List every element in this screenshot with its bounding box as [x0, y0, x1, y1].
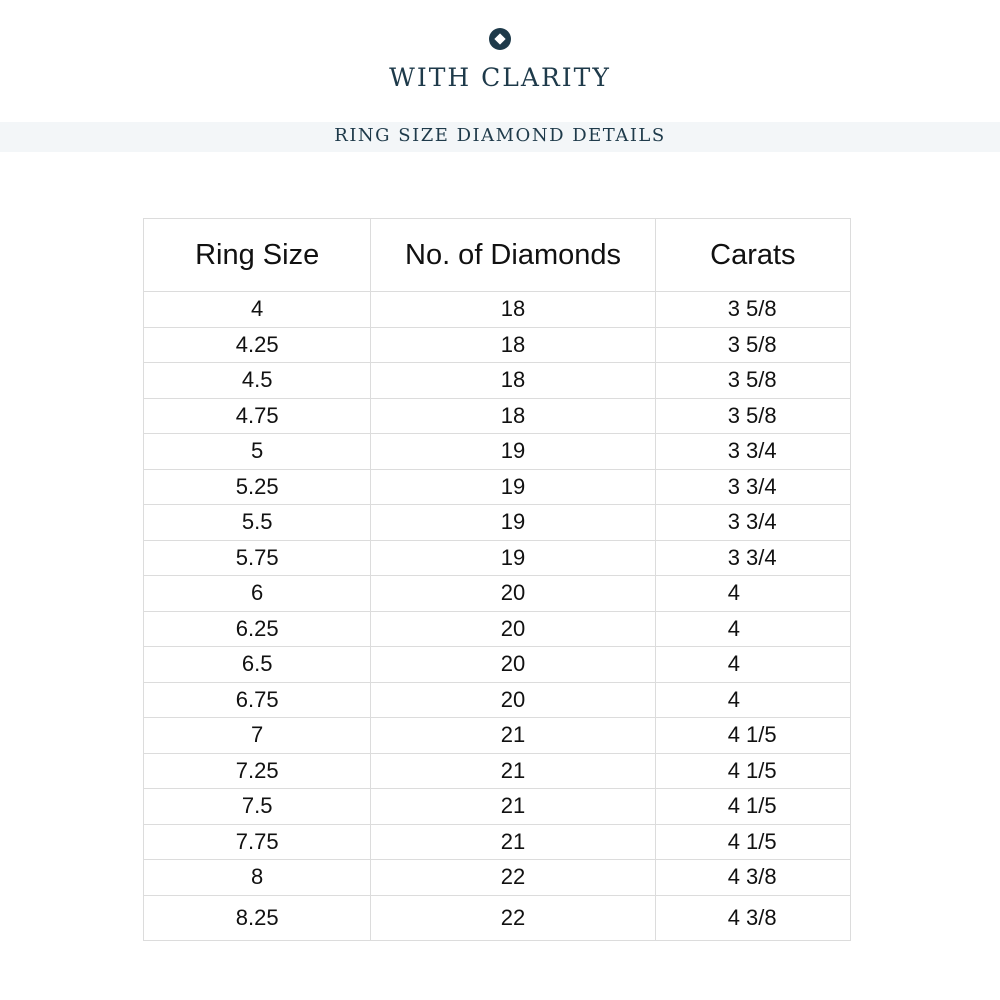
cell-no-of-diamonds: 22	[371, 895, 655, 940]
cell-carats: 3 3/4	[655, 469, 850, 505]
cell-no-of-diamonds: 22	[371, 860, 655, 896]
cell-carats: 4	[655, 647, 850, 683]
cell-ring-size: 7.75	[144, 824, 371, 860]
brand-logo-icon	[489, 28, 511, 50]
cell-no-of-diamonds: 21	[371, 718, 655, 754]
cell-ring-size: 4.5	[144, 363, 371, 399]
cell-carats: 3 5/8	[655, 292, 850, 328]
table-row	[144, 398, 851, 434]
table-row	[144, 753, 851, 789]
cell-ring-size: 6.5	[144, 647, 371, 683]
ring-size-table	[143, 218, 851, 941]
cell-no-of-diamonds: 19	[371, 505, 655, 541]
table-row	[144, 292, 851, 328]
table-row	[144, 718, 851, 754]
cell-ring-size: 5.5	[144, 505, 371, 541]
cell-carats: 4 3/8	[655, 860, 850, 896]
cell-carats: 4 1/5	[655, 824, 850, 860]
table-row	[144, 540, 851, 576]
header-ring-size: Ring Size	[144, 219, 371, 292]
cell-ring-size: 5.75	[144, 540, 371, 576]
cell-no-of-diamonds: 19	[371, 434, 655, 470]
header-carats: Carats	[655, 219, 850, 292]
cell-carats: 3 3/4	[655, 434, 850, 470]
cell-ring-size: 6.25	[144, 611, 371, 647]
cell-ring-size: 5	[144, 434, 371, 470]
cell-no-of-diamonds: 21	[371, 824, 655, 860]
cell-no-of-diamonds: 21	[371, 753, 655, 789]
table-body	[144, 292, 851, 941]
cell-carats: 4	[655, 576, 850, 612]
cell-carats: 4	[655, 682, 850, 718]
table-header-row	[144, 219, 851, 292]
cell-ring-size: 8.25	[144, 895, 371, 940]
cell-ring-size: 5.25	[144, 469, 371, 505]
table-row	[144, 469, 851, 505]
table-row	[144, 860, 851, 896]
cell-carats: 3 3/4	[655, 505, 850, 541]
cell-ring-size: 7.5	[144, 789, 371, 825]
cell-no-of-diamonds: 18	[371, 292, 655, 328]
cell-ring-size: 7	[144, 718, 371, 754]
cell-carats: 4	[655, 611, 850, 647]
table-row	[144, 434, 851, 470]
cell-no-of-diamonds: 20	[371, 576, 655, 612]
table-row	[144, 895, 851, 940]
cell-carats: 3 5/8	[655, 327, 850, 363]
table-row	[144, 824, 851, 860]
header-no-of-diamonds: No. of Diamonds	[371, 219, 655, 292]
table-row	[144, 682, 851, 718]
table-row	[144, 611, 851, 647]
page-title: RING SIZE DIAMOND DETAILS	[334, 125, 666, 146]
cell-no-of-diamonds: 18	[371, 363, 655, 399]
table-row	[144, 327, 851, 363]
table-row	[144, 789, 851, 825]
logo-diamond-shape	[494, 33, 505, 44]
cell-carats: 4 1/5	[655, 753, 850, 789]
brand-name: WITH CLARITY	[389, 63, 611, 92]
cell-ring-size: 4.25	[144, 327, 371, 363]
table-row	[144, 363, 851, 399]
cell-no-of-diamonds: 21	[371, 789, 655, 825]
cell-no-of-diamonds: 19	[371, 540, 655, 576]
cell-ring-size: 8	[144, 860, 371, 896]
cell-ring-size: 6	[144, 576, 371, 612]
cell-ring-size: 7.25	[144, 753, 371, 789]
table-row	[144, 576, 851, 612]
cell-no-of-diamonds: 20	[371, 611, 655, 647]
cell-carats: 3 3/4	[655, 540, 850, 576]
cell-carats: 3 5/8	[655, 398, 850, 434]
cell-no-of-diamonds: 18	[371, 327, 655, 363]
cell-carats: 4 3/8	[655, 895, 850, 940]
cell-no-of-diamonds: 20	[371, 682, 655, 718]
cell-no-of-diamonds: 19	[371, 469, 655, 505]
cell-ring-size: 6.75	[144, 682, 371, 718]
cell-carats: 4 1/5	[655, 718, 850, 754]
cell-ring-size: 4.75	[144, 398, 371, 434]
table-row	[144, 647, 851, 683]
title-banner	[0, 122, 1000, 152]
cell-carats: 3 5/8	[655, 363, 850, 399]
cell-no-of-diamonds: 18	[371, 398, 655, 434]
cell-ring-size: 4	[144, 292, 371, 328]
cell-carats: 4 1/5	[655, 789, 850, 825]
cell-no-of-diamonds: 20	[371, 647, 655, 683]
table-row	[144, 505, 851, 541]
